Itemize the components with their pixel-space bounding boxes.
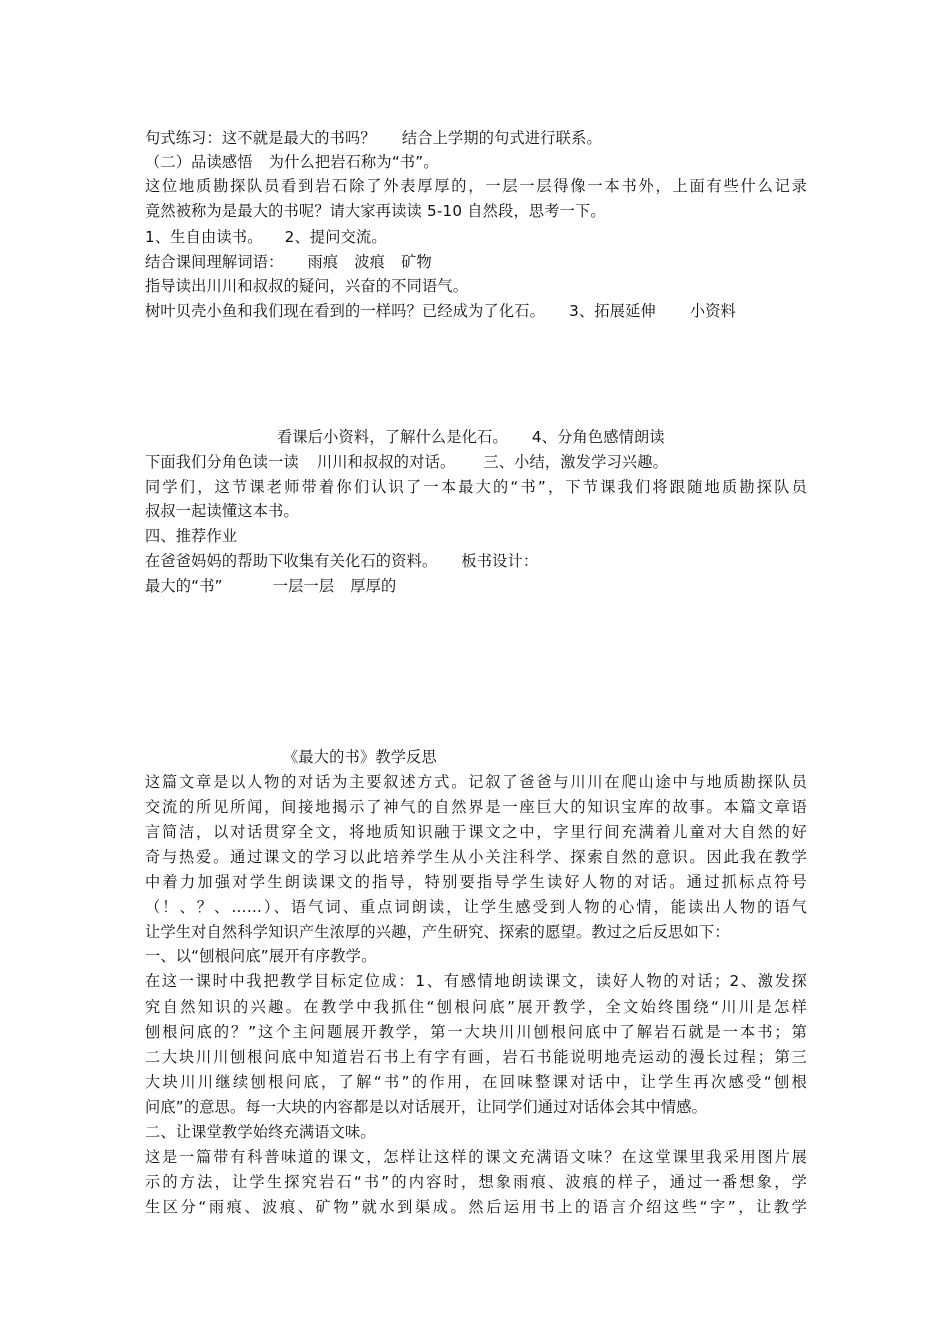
paragraph-line: 示的方法，让学生探究岩石“书”的内容时，想象雨痕、波痕的样子，通过一番想象，学 [145,1173,807,1191]
text-segment: （二）品读感悟 [145,153,253,171]
text-line: 叔叔一起读懂这本书。 [145,502,299,520]
text-segment: 雨痕 [307,253,339,271]
section-heading: 一、以“刨根问底”展开有序教学。 [145,947,377,965]
text-line: 竟然被称为是最大的书呢？请大家再读读 5-10 自然段，思考一下。 [145,202,606,220]
text-segment: 下面我们分角色读一读 [145,453,299,471]
paragraph-line: 生区分“雨痕、波痕、矿物”就水到渠成。然后运用书上的语言介绍这些“字”，让教学 [145,1198,807,1216]
text-line [145,127,602,149]
text-segment: 结合课间理解词语： [145,253,284,271]
paragraph-line: 这篇文章是以人物的对话为主要叙述方式。记叙了爸爸与川川在爬山途中与地质勘探队员 [145,773,807,791]
paragraph-line: 奇与热爱。通过课文的学习以此培养学生从小关注科学、探索自然的意识。因此我在教学 [145,848,807,866]
text-segment: 板书设计： [461,552,539,570]
text-line [145,550,538,572]
paragraph-line: 这是一篇带有科普味道的课文，怎样让这样的课文充满语文味？在这堂课里我采用图片展 [145,1148,807,1166]
text-line [145,251,432,273]
paragraph-line: 中着力加强对学生朗读课文的指导，特别要指导学生读好人物的对话。通过抓标点符号 [145,873,807,891]
paragraph-line: 刨根问底的？”这个主问题展开教学，第一大块川川刨根问底中了解岩石就是一本书；第 [145,1023,807,1041]
paragraph-line: 在这一课时中我把教学目标定位成：1、有感情地朗读课文，读好人物的对话；2、激发探 [145,972,807,990]
text-segment: 在爸爸妈妈的帮助下收集有关化石的资料。 [145,552,438,570]
paragraph-line: 交流的所见所闻，间接地揭示了神气的自然界是一座巨大的知识宝库的故事。本篇文章语 [145,798,807,816]
text-segment: 波痕 [354,253,386,271]
text-segment: 3、拓展延伸 [569,302,656,320]
text-line: 这位地质勘探队员看到岩石除了外表厚厚的，一层一层得像一本书外，上面有些什么记录 [145,177,807,195]
paragraph-line: 问底”的意思。每一大块的内容都是以对话展开，让同学们通过对话体会其中情感。 [145,1098,708,1116]
text-segment: 矿物 [401,253,432,271]
paragraph-line: 究自然知识的兴趣。在教学中我抓住“刨根问底”展开教学，全文始终围绕“川川是怎样 [145,998,807,1016]
text-segment: 2、提问交流。 [284,228,387,246]
paragraph-line: 让学生对自然科学知识产生浓厚的兴趣，产生研究、探索的愿望。教过之后反思如下： [145,923,730,941]
text-segment: 结合上学期的句式进行联系。 [401,129,602,147]
text-segment: 一层一层 [272,577,335,595]
text-segment: 句式练习：这不就是最大的书吗？ [145,129,376,147]
section-heading [145,151,439,173]
text-line: 指导读出川川和叔叔的疑问，兴奋的不同语气。 [145,277,469,295]
text-segment: 川川和叔叔的对话。 [316,453,456,471]
text-line: 同学们，这节课老师带着你们认识了一本最大的“书”，下节课我们将跟随地质勘探队员 [145,478,807,496]
text-segment: 4、分角色感情朗读 [531,428,665,446]
text-line [145,226,387,248]
text-segment: 树叶贝壳小鱼和我们现在看到的一样吗？已经成为了化石。 [145,302,546,320]
paragraph-line: （！、？、……）、语气词、重点词朗读，让学生感受到人物的心情，能读出人物的语气 [145,898,807,916]
text-line [145,300,736,322]
text-segment: 为什么把岩石称为“书”。 [268,153,439,171]
text-segment: 三、小结，激发学习兴趣。 [483,453,669,471]
section-heading: 二、让课堂教学始终充满语文味。 [145,1123,376,1141]
text-segment: 厚厚的 [350,577,397,595]
paragraph-line: 大块川川继续刨根问底，了解“书”的作用，在回味整课对话中，让学生再次感受“刨根 [145,1073,807,1091]
section-heading: 四、推荐作业 [145,527,238,545]
reflection-title: 《最大的书》教学反思 [283,748,437,766]
paragraph-line: 二大块川川刨根问底中知道岩石书上有字有画，岩石书能说明地壳运动的漫长过程；第三 [145,1048,807,1066]
text-segment: 1、生自由读书。 [145,228,263,246]
text-line [145,575,396,597]
paragraph-line: 言简洁，以对话贯穿全文，将地质知识融于课文之中，字里行间充满着儿童对大自然的好 [145,823,807,841]
text-line [145,451,668,473]
text-segment: 小资料 [689,302,737,320]
text-segment: 最大的“书” [145,577,223,595]
text-segment: 看课后小资料，了解什么是化石。 [277,428,508,446]
text-line [277,426,665,448]
